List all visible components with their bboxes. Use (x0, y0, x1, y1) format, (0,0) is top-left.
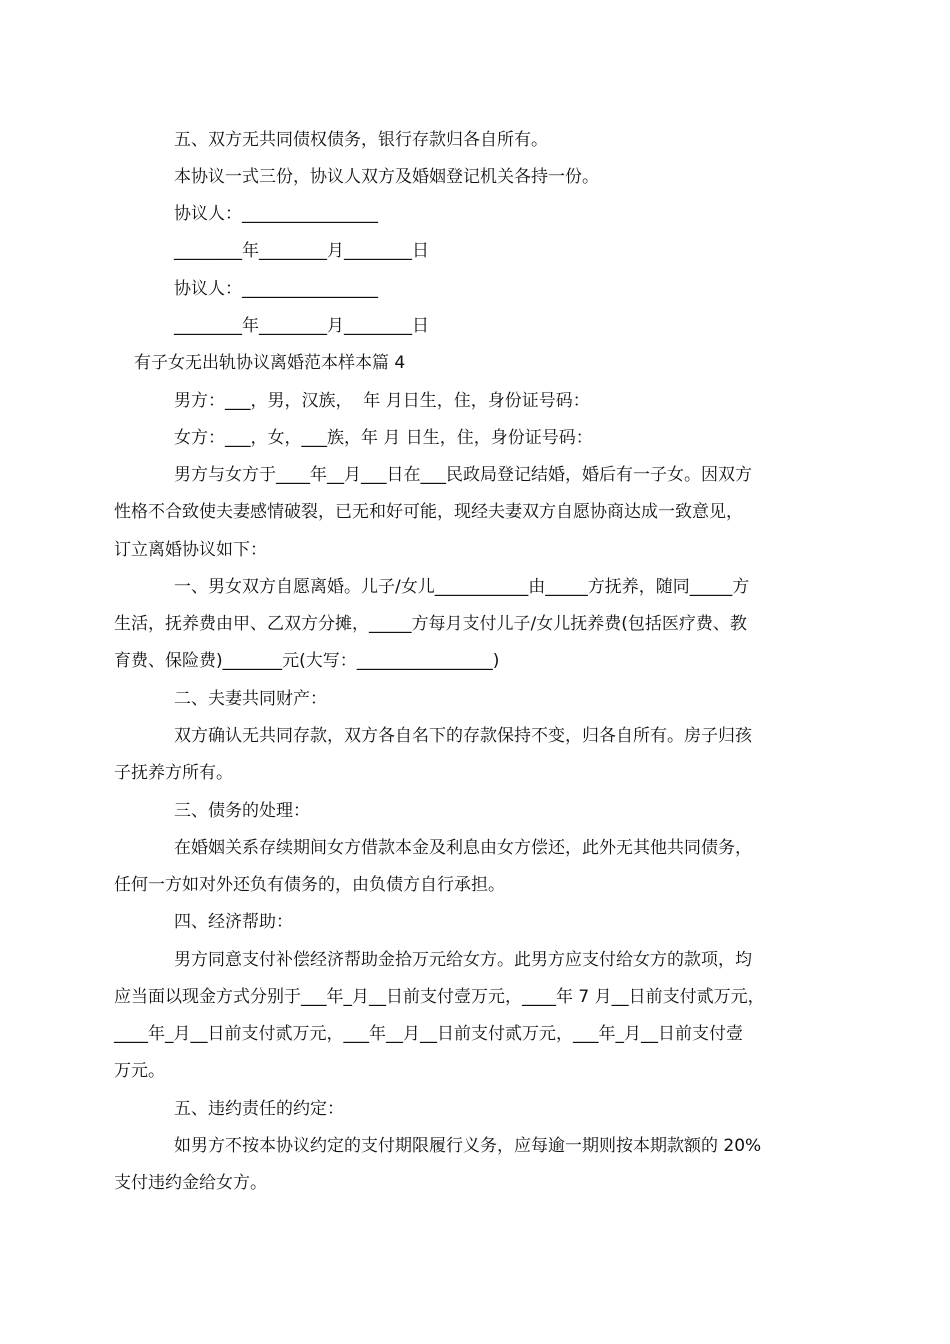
clause-five-no-debt: 五、双方无共同债权债务，银行存款归各自所有。 (174, 130, 548, 150)
clause-three-heading: 三、债务的处理： (174, 801, 310, 821)
clause-four-line: 男方同意支付补偿经济帮助金拾万元给女方。此男方应支付给女方的款项，均 (174, 950, 752, 970)
paragraph-line: 性格不合致使夫妻感情破裂，已无和好可能，现经夫妻双方自愿协商达成一致意见， (114, 502, 743, 522)
date-line-1: ________年________月________日 (174, 241, 429, 261)
clause-one-line: 一、男女双方自愿离婚。儿子/女儿___________由_____方抚养，随同_____方 (174, 577, 750, 597)
clause-five-line: 支付违约金给女方。 (114, 1173, 267, 1193)
clause-four-line: 万元。 (114, 1061, 165, 1081)
clause-three-line: 任何一方如对外还负有债务的，由负债方自行承担。 (114, 875, 505, 895)
clause-five-heading: 五、违约责任的约定： (174, 1099, 344, 1119)
signer-line-2: 协议人：________________ (174, 279, 378, 299)
copies-statement: 本协议一式三份，协议人双方及婚姻登记机关各持一份。 (174, 167, 599, 187)
paragraph-line: 男方与女方于____年__月___日在___民政局登记结婚，婚后有一子女。因双方 (174, 465, 752, 485)
clause-two-line: 子抚养方所有。 (114, 763, 233, 783)
clause-four-line: 应当面以现金方式分别于___年_月__日前支付壹万元，____年 7 月__日前支付贰万元， (114, 987, 765, 1007)
clause-four-heading: 四、经济帮助： (174, 912, 293, 932)
husband-info: 男方：___，男，汉族， 年 月日生，住，身份证号码： (174, 391, 590, 411)
clause-two-heading: 二、夫妻共同财产： (174, 689, 327, 709)
clause-three-line: 在婚姻关系存续期间女方借款本金及利息由女方偿还，此外无其他共同债务， (174, 838, 752, 858)
clause-one-line: 育费、保险费)_______元(大写：________________) (114, 651, 500, 671)
clause-two-line: 双方确认无共同存款，双方各自名下的存款保持不变，归各自所有。房子归孩 (174, 726, 752, 746)
wife-info: 女方：___，女，___族，年 月 日生，住，身份证号码： (174, 428, 593, 448)
signer-line-1: 协议人：________________ (174, 204, 378, 224)
clause-one-line: 生活，抚养费由甲、乙双方分摊，_____方每月支付儿子/女儿抚养费(包括医疗费、教 (114, 614, 747, 634)
paragraph-line: 订立离婚协议如下： (114, 540, 267, 560)
date-line-2: ________年________月________日 (174, 316, 429, 336)
clause-four-line: ____年_月__日前支付贰万元，___年__月__日前支付贰万元，___年_月__日前支付壹 (114, 1024, 743, 1044)
clause-five-line: 如男方不按本协议约定的支付期限履行义务，应每逾一期则按本期款额的 20% (174, 1136, 762, 1156)
section-heading: 有子女无出轨协议离婚范本样本篇 4 (134, 353, 406, 373)
